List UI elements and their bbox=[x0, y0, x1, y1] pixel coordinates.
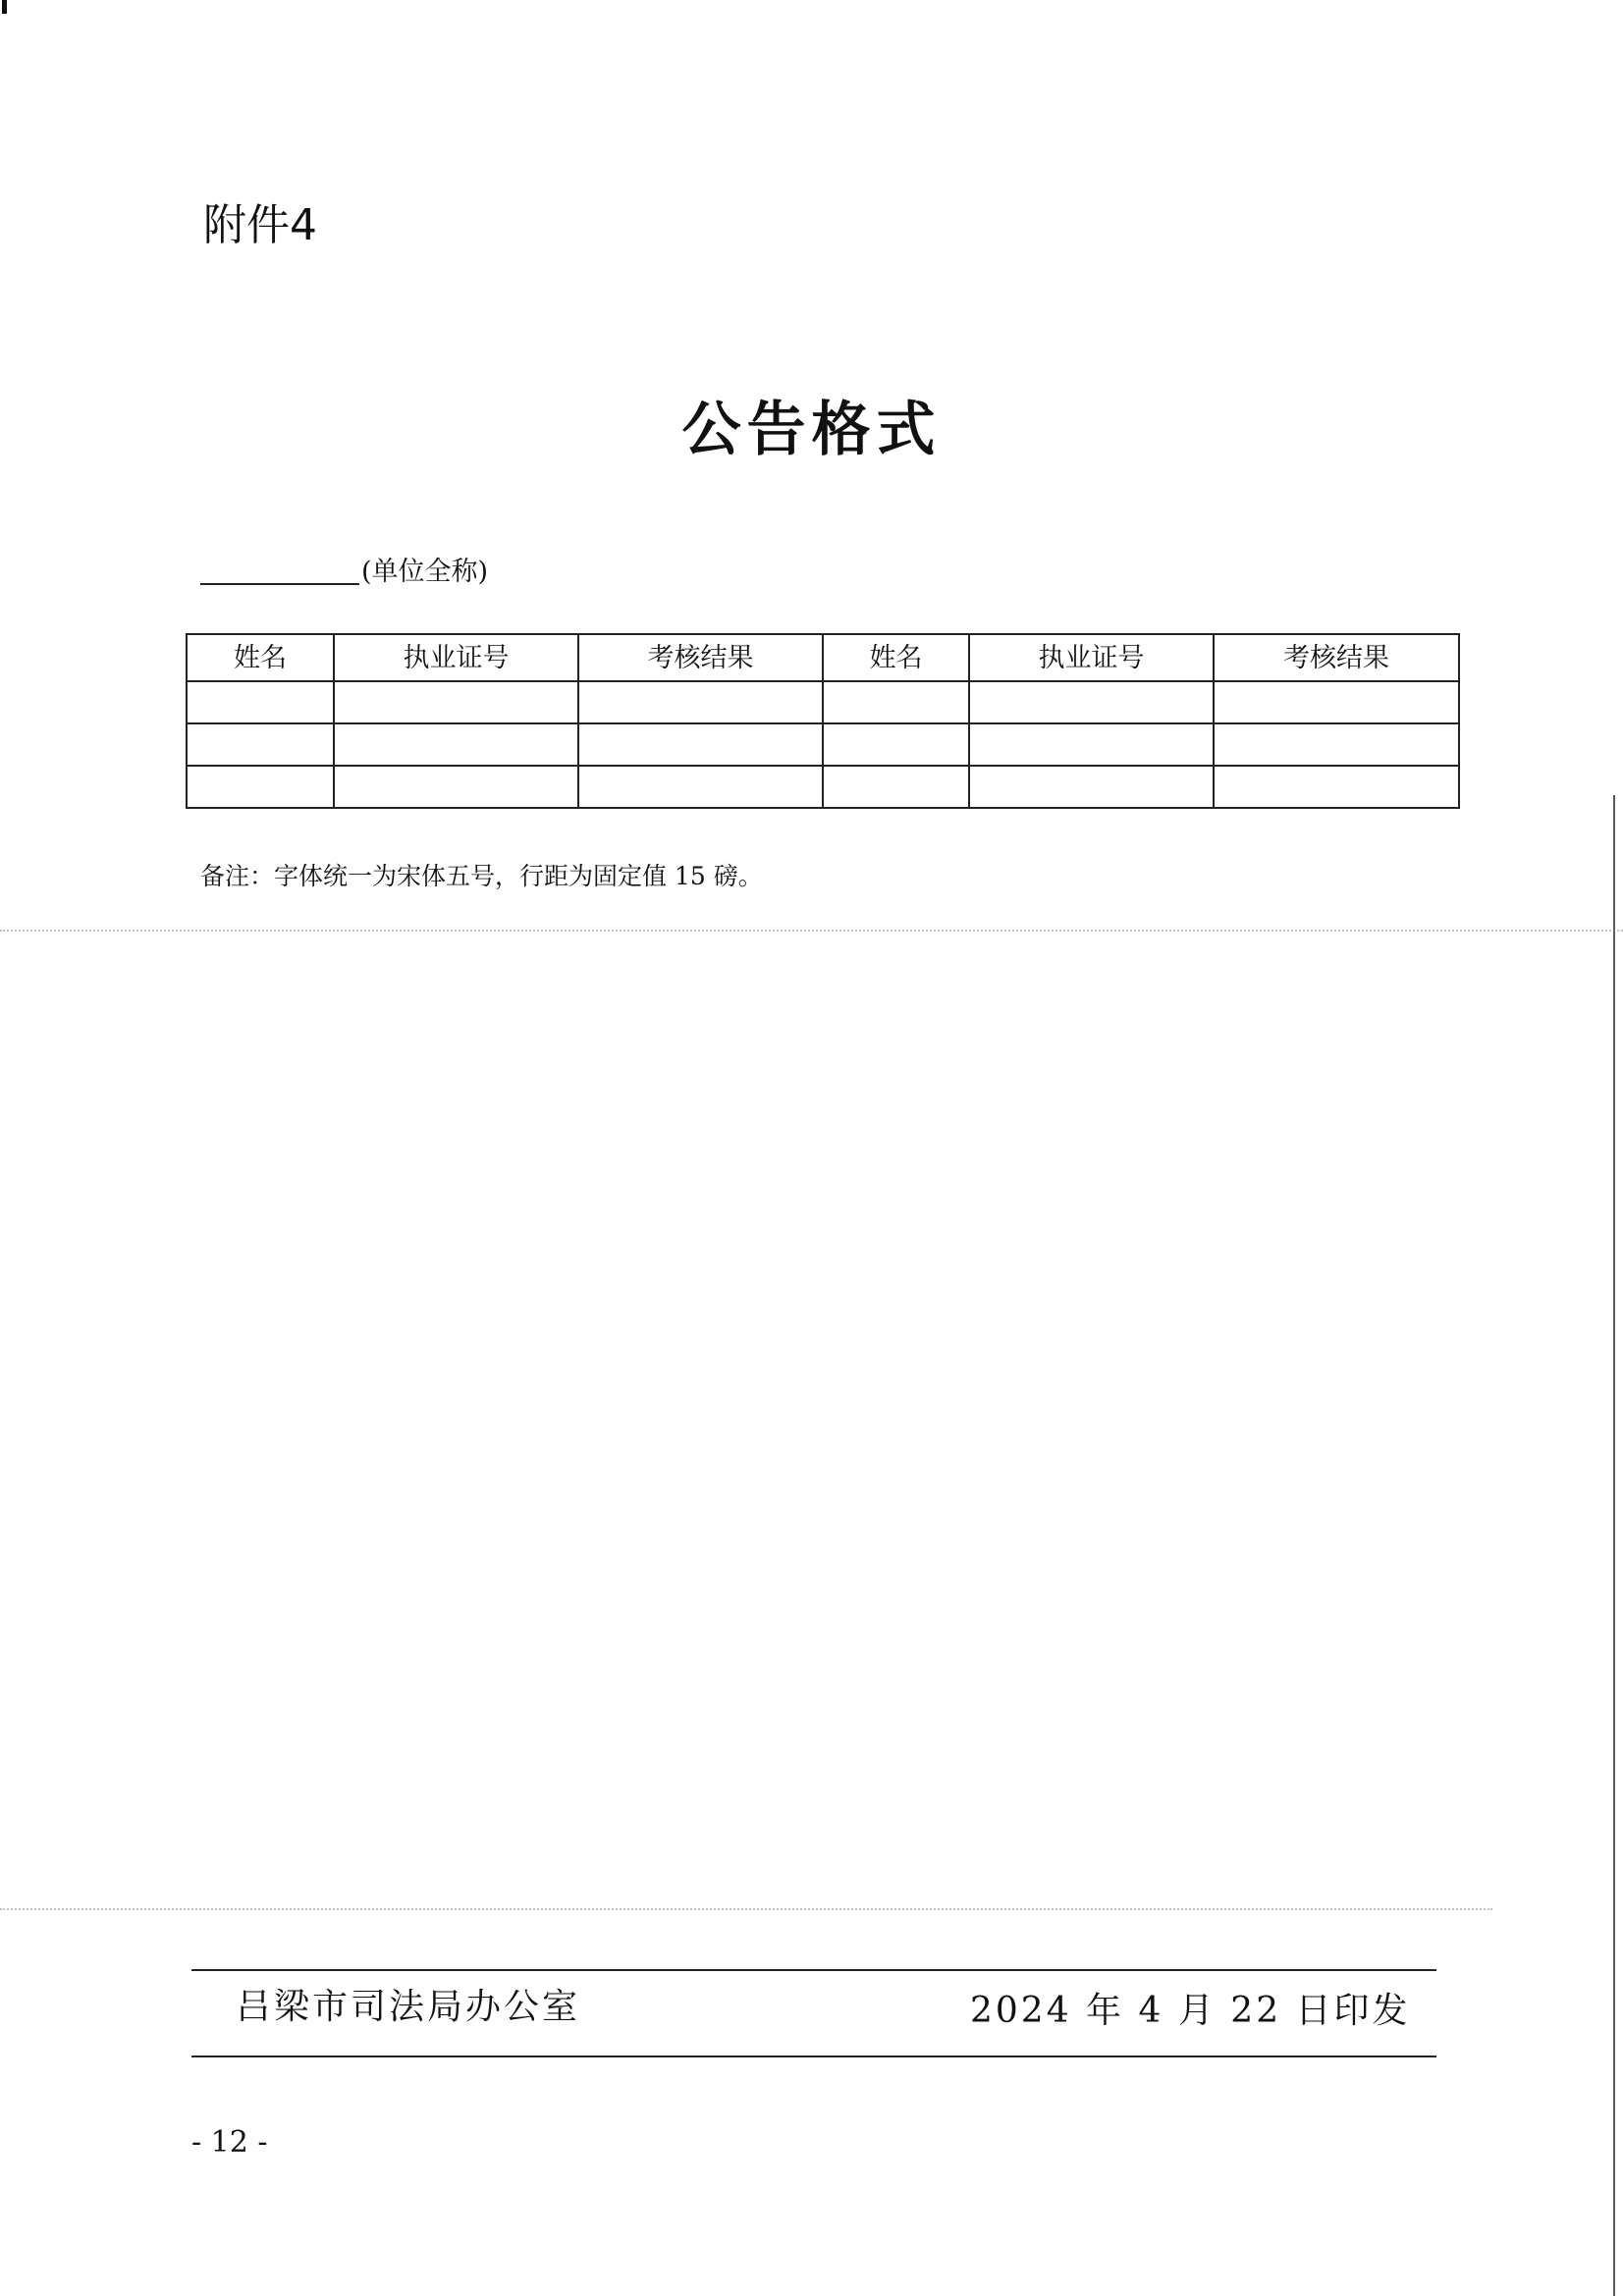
header-assessment-result: 考核结果 bbox=[578, 634, 823, 681]
table-row bbox=[187, 681, 1459, 723]
header-name: 姓名 bbox=[187, 634, 334, 681]
footer-rule-top bbox=[191, 1969, 1436, 1971]
table-cell bbox=[1214, 766, 1459, 808]
header-license-number: 执业证号 bbox=[334, 634, 578, 681]
table-cell bbox=[823, 766, 969, 808]
scan-mark bbox=[2, 0, 7, 14]
table-cell bbox=[1214, 723, 1459, 766]
table-cell bbox=[1214, 681, 1459, 723]
document-title: 公告格式 bbox=[681, 396, 942, 464]
issuing-office: 吕梁市司法局办公室 bbox=[236, 1987, 581, 2027]
table-cell bbox=[187, 766, 334, 808]
scan-edge-line bbox=[1613, 795, 1615, 2296]
table-row bbox=[187, 723, 1459, 766]
table-cell bbox=[334, 681, 578, 723]
scan-dotted-line-bottom bbox=[0, 1908, 1492, 1910]
table-cell bbox=[187, 681, 334, 723]
table-note: 备注：字体统一为宋体五号，行距为固定值 15 磅。 bbox=[200, 862, 763, 890]
table-cell bbox=[823, 723, 969, 766]
table-cell bbox=[334, 723, 578, 766]
table-cell bbox=[578, 681, 823, 723]
unit-name-label: (单位全称) bbox=[361, 557, 489, 587]
issue-date: 2024 年 4 月 22 日印发 bbox=[970, 1991, 1411, 2031]
header-name: 姓名 bbox=[823, 634, 969, 681]
header-assessment-result: 考核结果 bbox=[1214, 634, 1459, 681]
attachment-label: 附件4 bbox=[203, 200, 317, 250]
table-cell bbox=[334, 766, 578, 808]
unit-name-line bbox=[200, 556, 488, 585]
table-cell bbox=[187, 723, 334, 766]
table-cell bbox=[578, 766, 823, 808]
unit-name-blank bbox=[200, 556, 359, 585]
table-cell bbox=[969, 766, 1214, 808]
scan-dotted-line-top bbox=[0, 930, 1623, 932]
table-cell bbox=[578, 723, 823, 766]
table-cell bbox=[969, 681, 1214, 723]
table-row bbox=[187, 766, 1459, 808]
header-license-number: 执业证号 bbox=[969, 634, 1214, 681]
table-header-row bbox=[187, 634, 1459, 681]
page-number: - 12 - bbox=[191, 2125, 268, 2160]
announcement-table bbox=[186, 633, 1460, 809]
table-cell bbox=[823, 681, 969, 723]
table-cell bbox=[969, 723, 1214, 766]
footer-rule-bottom bbox=[191, 2056, 1436, 2057]
